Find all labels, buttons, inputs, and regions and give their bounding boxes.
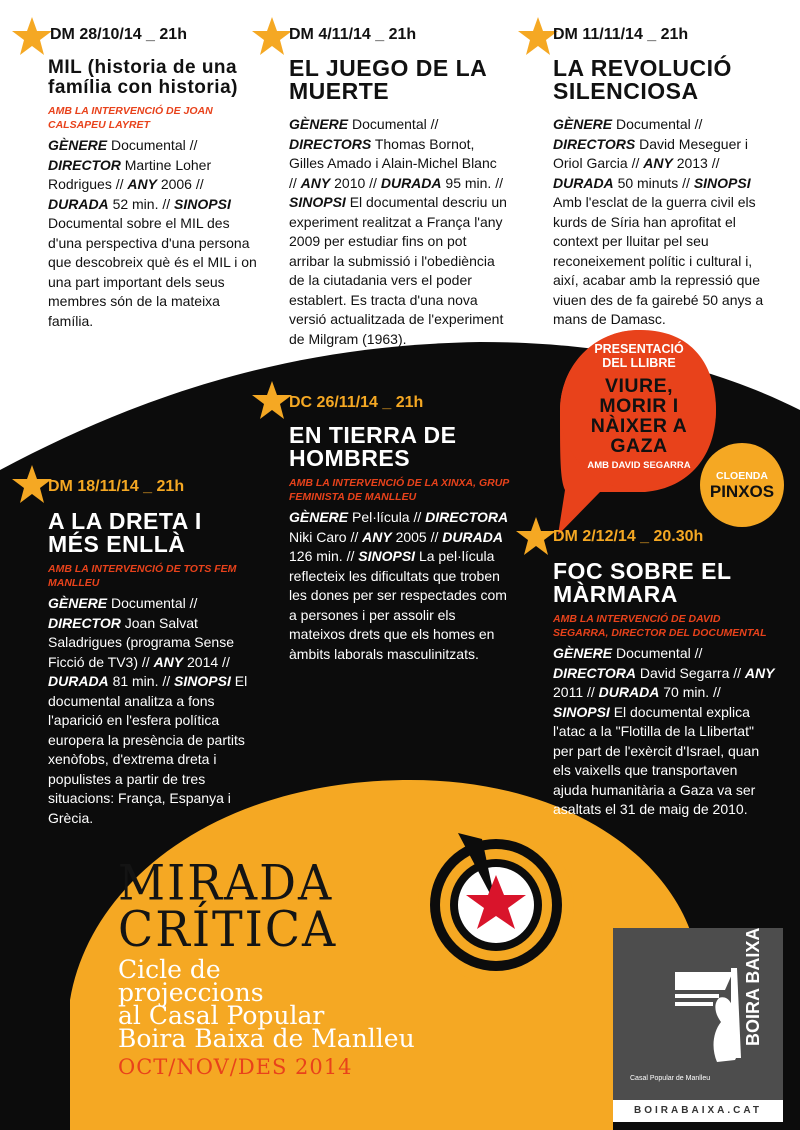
logo-subtitle: Casal Popular de Manlleu (630, 1075, 711, 1082)
book-presentation (572, 342, 706, 471)
event-title: A LA DRETA I MÉS ENLLÀ (48, 508, 202, 557)
event-date: DC 26/11/14 _ 21h (289, 394, 424, 411)
event-title: EL JUEGO DE LA MUERTE (289, 55, 488, 104)
event-title: EN TIERRA DE HOMBRES (289, 422, 457, 471)
book-label: PRESENTACIÓ DEL LLIBRE (594, 342, 684, 370)
event-details: GÈNERE Documental // DIRECTOR Joan Salvat Saladrigues (programa Sense Ficció de TV3) // ANY 2014 // DURADA 81 min. // SINOPSI El documental analitza a fons l'aparició en l'esfera política europera la presència de partits xenòfobs, d'extrema dreta i populistes a partir de tres situacions: França, Espanya i Grècia. (48, 595, 248, 826)
event-title: LA REVOLUCIÓ SILENCIOSA (553, 55, 732, 104)
event-card (289, 394, 511, 664)
event-title: MIL (historia de una família con historia) (48, 57, 238, 98)
event-details: GÈNERE Documental // DIRECTORA David Segarra // ANY 2011 // DURADA 70 min. // SINOPSI El documental explica l'atac a la "Flotilla de la Llibertat" per part de l'exèrcit d'Israel, quan els vaixells que transportaven ajuda humanitària a Gaza va ser asaltats el 31 de maig de 2010. (553, 645, 775, 817)
event-details: GÈNERE Documental // DIRECTOR Martine Loher Rodrigues // ANY 2006 // DURADA 52 min. // SINOPSI Documental sobre el MIL des d'una perspectiva d'una persona que descobreix què és el MIL i on una part important dels seus membres són de la mateixa família. (48, 137, 257, 329)
event-details: GÈNERE Documental // DIRECTORS Thomas Bornot, Gilles Amado i Alain-Michel Blanc // ANY 2010 // DURADA 95 min. // SINOPSI El documental descriu un experiment realitzat a França l'any 2009 per estudiar fins on pot arribar la submissió i l'obediència de la ciutadania vers el poder establert. Es tracta d'una nova versió actualitzada de l'experiment de Milgram (1963). (289, 116, 507, 347)
event-intervention: AMB LA INTERVENCIÓ DE JOAN CALSAPEU LAYRET (48, 105, 213, 131)
closing-badge (700, 470, 784, 502)
cycle-title: MIRADA CRÍTICA (118, 854, 338, 958)
closing-value: PINXOS (709, 482, 775, 501)
closing-label: CLOENDA (716, 470, 768, 482)
cycle-title-block (118, 854, 478, 1079)
event-card (48, 26, 260, 331)
cycle-dates: OCT/NOV/DES 2014 (118, 1055, 353, 1079)
book-author: AMB DAVID SEGARRA (587, 460, 691, 471)
website-link[interactable]: BOIRABAIXA.CAT (613, 1100, 783, 1122)
event-intervention: AMB LA INTERVENCIÓ DE LA XINXA, GRUP FEMINISTA DE MANLLEU (289, 477, 509, 503)
logo-name: BOIRA BAIXA (743, 927, 763, 1046)
event-date: DM 28/10/14 _ 21h (50, 26, 187, 43)
event-date: DM 4/11/14 _ 21h (289, 26, 417, 43)
event-date: DM 11/11/14 _ 21h (553, 26, 689, 43)
event-date: DM 18/11/14 _ 21h (48, 478, 185, 495)
event-card (553, 26, 773, 330)
book-title: VIURE, MORIR I NÀIXER A GAZA (590, 375, 688, 457)
event-intervention: AMB LA INTERVENCIÓ DE DAVID SEGARRA, DIRECTOR DEL DOCUMENTAL (553, 613, 767, 639)
event-card (553, 528, 775, 820)
event-card (48, 478, 262, 828)
event-details: GÈNERE Pel·lícula // DIRECTORA Niki Caro // ANY 2005 // DURADA 126 min. // SINOPSI La pel·lícula reflecteix les dificultats que troben les dones per ser respectades com a persones i per assolir els mateixos drets que els homes en àmbits laborals masculinitzats. (289, 509, 509, 662)
event-date: DM 2/12/14 _ 20.30h (553, 528, 704, 545)
cycle-subtitle: Cicle de projeccions al Casal Popular Boira Baixa de Manlleu (118, 955, 415, 1053)
event-details: GÈNERE Documental // DIRECTORS David Meseguer i Oriol Garcia // ANY 2013 // DURADA 50 minuts // SINOPSI Amb l'esclat de la guerra civil els kurds de Síria han aprofitat el context per lluitar pel seu reconeixement polític i cultural i, així, acabar amb la repressió que viuen des de fa gairebé 50 anys a mans de Damasc. (553, 116, 764, 327)
event-title: FOC SOBRE EL MÀRMARA (553, 558, 732, 607)
event-intervention: AMB LA INTERVENCIÓ DE TOTS FEM MANLLEU (48, 563, 237, 589)
event-card (289, 26, 507, 349)
